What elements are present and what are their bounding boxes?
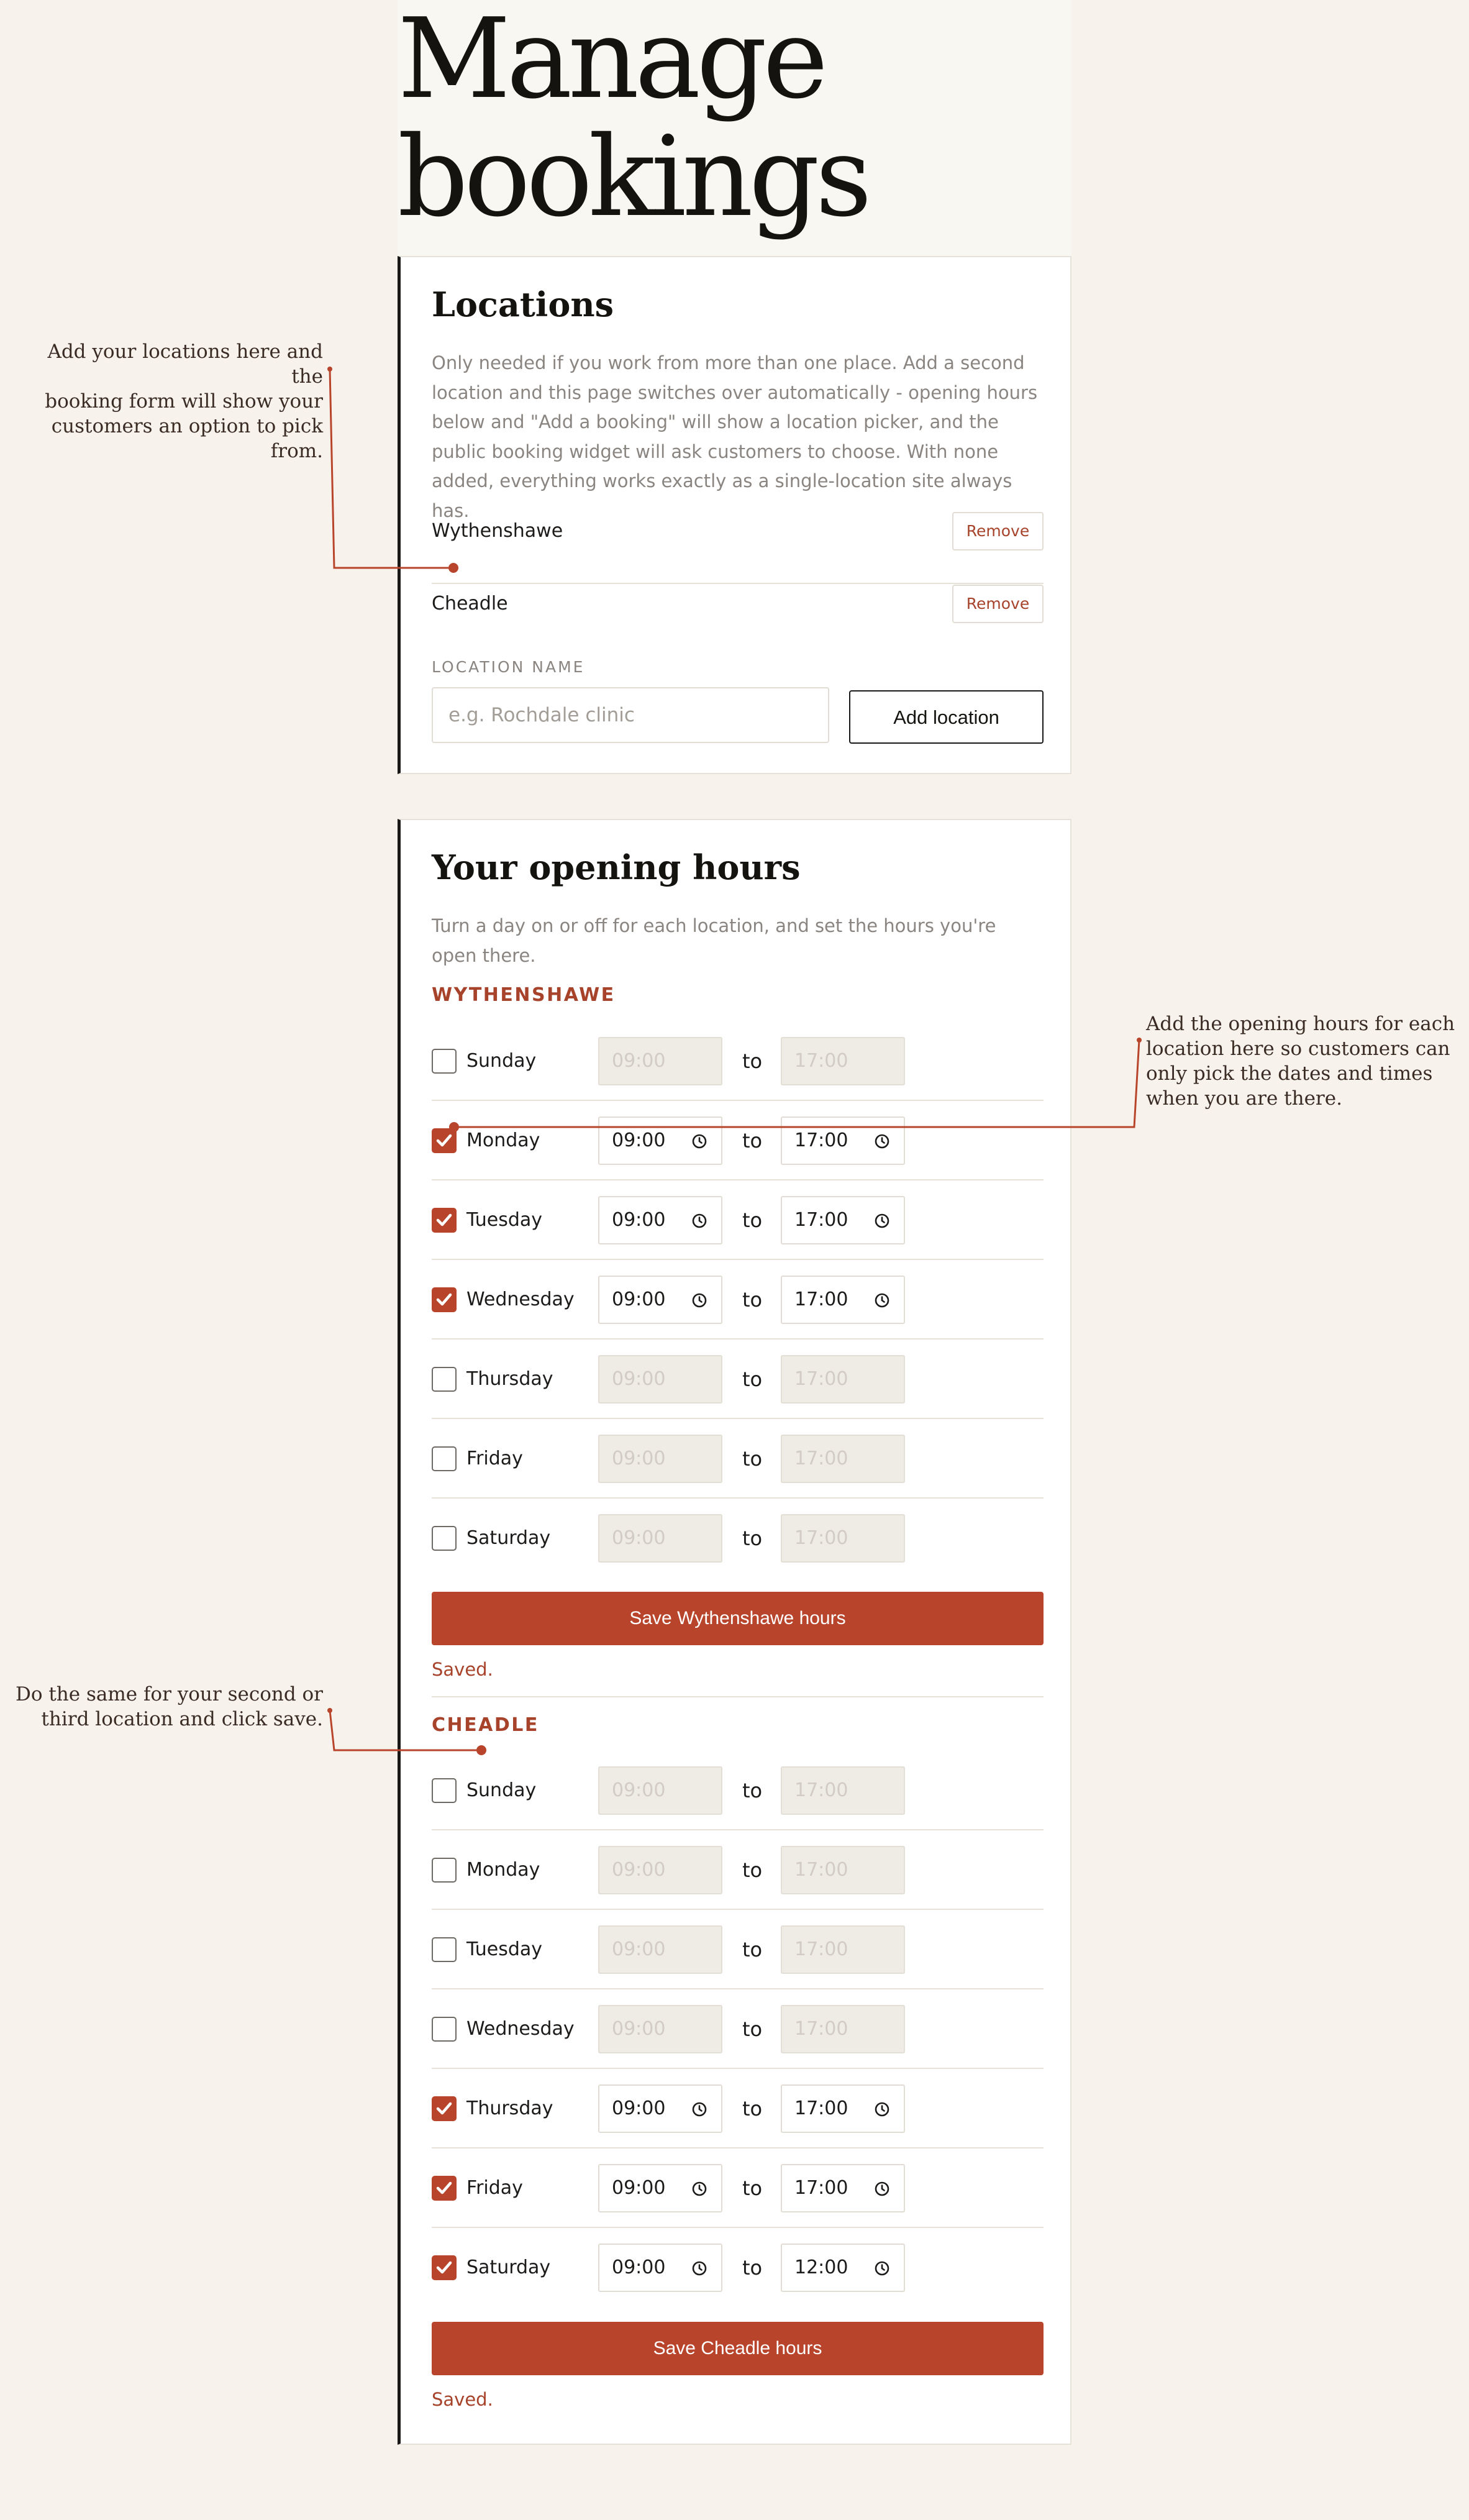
day-label: Thursday — [466, 2098, 553, 2119]
day-toggle-checkbox[interactable] — [432, 2176, 457, 2201]
hours-location-heading: CHEADLE — [432, 1714, 539, 1736]
day-label: Monday — [466, 1859, 540, 1881]
day-toggle-checkbox[interactable] — [432, 1049, 457, 1074]
day-toggle-checkbox[interactable] — [432, 1287, 457, 1312]
saved-status: Saved. — [432, 1659, 493, 1680]
leader-dot — [327, 1708, 332, 1713]
time-value: 17:00 — [794, 1368, 848, 1390]
locations-heading: Locations — [432, 285, 614, 324]
day-row-sunday — [432, 1751, 1044, 1830]
time-value: 09:00 — [612, 2098, 666, 2119]
location-name: Cheadle — [432, 593, 508, 614]
page-title — [398, 0, 1071, 241]
time-value: 09:00 — [612, 2177, 666, 2199]
day-toggle-checkbox[interactable] — [432, 1778, 457, 1803]
annotation-line: Add the opening hours for each — [1146, 1013, 1455, 1035]
day-toggle-checkbox[interactable] — [432, 1858, 457, 1883]
clock-icon — [691, 2181, 707, 2197]
clock-icon — [874, 1133, 890, 1149]
day-row-wednesday — [432, 1260, 1044, 1340]
annotation-line: location here so customers can — [1146, 1038, 1450, 1060]
day-row-tuesday — [432, 1180, 1044, 1260]
clock-icon — [691, 2101, 707, 2117]
annotation-second-location — [12, 1682, 323, 1732]
time-value: 09:00 — [612, 1289, 666, 1310]
time-value: 17:00 — [794, 1050, 848, 1072]
day-label: Tuesday — [466, 1209, 543, 1231]
to-label: to — [742, 2176, 763, 2200]
clock-icon — [874, 2260, 890, 2276]
locations-card — [398, 256, 1071, 774]
to-label: to — [742, 1447, 763, 1471]
time-value: 17:00 — [794, 1527, 848, 1549]
open-time-input[interactable] — [598, 2244, 722, 2292]
time-value: 17:00 — [794, 1209, 848, 1231]
day-toggle-checkbox[interactable] — [432, 1128, 457, 1153]
time-value: 17:00 — [794, 1130, 848, 1151]
time-value: 09:00 — [612, 2257, 666, 2278]
open-time-input — [598, 1355, 722, 1404]
day-label: Sunday — [466, 1050, 537, 1072]
day-label: Wednesday — [466, 1289, 575, 1310]
day-label: Sunday — [466, 1779, 537, 1801]
location-name: Wythenshawe — [432, 520, 563, 542]
clock-icon — [874, 2101, 890, 2117]
time-value: 09:00 — [612, 1448, 666, 1469]
annotation-line: Add your locations here and the — [47, 340, 323, 388]
day-label: Friday — [466, 1448, 523, 1469]
time-value: 17:00 — [794, 1859, 848, 1881]
close-time-input[interactable] — [781, 1276, 905, 1324]
time-value: 12:00 — [794, 2257, 848, 2278]
day-row-monday — [432, 1101, 1044, 1180]
clock-icon — [874, 1292, 890, 1308]
time-value: 17:00 — [794, 1938, 848, 1960]
day-toggle-checkbox[interactable] — [432, 1526, 457, 1551]
open-time-input[interactable] — [598, 1196, 722, 1244]
checkmark-icon — [435, 1290, 453, 1309]
day-label: Friday — [466, 2177, 523, 2199]
day-label: Saturday — [466, 1527, 551, 1549]
day-label: Wednesday — [466, 2018, 575, 2040]
checkmark-icon — [435, 2179, 453, 2198]
time-value: 17:00 — [794, 2098, 848, 2119]
annotation-locations — [12, 339, 323, 463]
opening-hours-heading: Your opening hours — [432, 847, 801, 887]
open-time-input[interactable] — [598, 2164, 722, 2212]
day-row-wednesday — [432, 1989, 1044, 2069]
close-time-input — [781, 1435, 905, 1483]
time-value: 17:00 — [794, 2177, 848, 2199]
save-hours-button[interactable]: Save Wythenshawe hours — [432, 1592, 1044, 1645]
annotation-line: booking form will show your — [45, 390, 323, 413]
location-row — [432, 585, 1044, 657]
remove-location-button[interactable]: Remove — [952, 585, 1044, 623]
time-value: 09:00 — [612, 1527, 666, 1549]
time-value: 09:00 — [612, 1368, 666, 1390]
day-toggle-checkbox[interactable] — [432, 2017, 457, 2042]
day-label: Thursday — [466, 1368, 553, 1390]
opening-hours-description: Turn a day on or off for each location, and set the hours you're open there. — [432, 915, 996, 966]
open-time-input[interactable] — [598, 1116, 722, 1165]
to-label: to — [742, 1858, 763, 1882]
day-label: Tuesday — [466, 1938, 543, 1960]
page-title-line: Manage — [398, 0, 824, 123]
open-time-input — [598, 1514, 722, 1563]
locations-description: Only needed if you work from more than one place. Add a second location and this page switches over automatically - opening hours below and "Add a booking" will show a location picker, and the public booking widget will ask customers to choose. With none added, everything works exactly as a single-location site always has. — [432, 352, 1038, 521]
open-time-input — [598, 1766, 722, 1815]
time-value: 09:00 — [612, 1130, 666, 1151]
day-toggle-checkbox[interactable] — [432, 2096, 457, 2121]
day-toggle-checkbox[interactable] — [432, 1208, 457, 1233]
clock-icon — [874, 1213, 890, 1229]
annotation-line: customers an option to pick from. — [51, 415, 323, 462]
close-time-input[interactable] — [781, 2084, 905, 2133]
leader-dot — [1137, 1038, 1142, 1043]
annotation-line: only pick the dates and times — [1146, 1062, 1433, 1085]
clock-icon — [691, 1133, 707, 1149]
close-time-input — [781, 1037, 905, 1085]
day-row-tuesday — [432, 1910, 1044, 1989]
day-label: Saturday — [466, 2257, 551, 2278]
remove-location-button[interactable]: Remove — [952, 512, 1044, 550]
close-time-input — [781, 1846, 905, 1894]
close-time-input[interactable] — [781, 1116, 905, 1165]
to-label: to — [742, 1367, 763, 1391]
to-label: to — [742, 1129, 763, 1153]
day-toggle-checkbox[interactable] — [432, 2255, 457, 2280]
close-time-input — [781, 2005, 905, 2053]
opening-hours-card — [398, 819, 1071, 2445]
location-name-label: LOCATION NAME — [432, 658, 585, 676]
open-time-input — [598, 1846, 722, 1894]
day-toggle-checkbox[interactable] — [432, 1367, 457, 1392]
day-toggle-checkbox[interactable] — [432, 1937, 457, 1962]
day-row-thursday — [432, 2069, 1044, 2148]
group-divider — [432, 1696, 1044, 1697]
day-label: Monday — [466, 1130, 540, 1151]
clock-icon — [691, 1292, 707, 1308]
location-row — [432, 512, 1044, 584]
time-value: 09:00 — [612, 1209, 666, 1231]
annotation-line: third location and click save. — [41, 1708, 323, 1730]
open-time-input — [598, 1925, 722, 1974]
to-label: to — [742, 2017, 763, 2041]
open-time-input[interactable] — [598, 2084, 722, 2133]
day-toggle-checkbox[interactable] — [432, 1446, 457, 1471]
time-value: 17:00 — [794, 2018, 848, 2040]
to-label: to — [742, 1779, 763, 1802]
day-row-saturday — [432, 1499, 1044, 1578]
close-time-input — [781, 1355, 905, 1404]
to-label: to — [742, 1938, 763, 1961]
checkmark-icon — [435, 1131, 453, 1150]
to-label: to — [742, 1049, 763, 1073]
save-hours-button[interactable]: Save Cheadle hours — [432, 2322, 1044, 2375]
time-value: 17:00 — [794, 1289, 848, 1310]
saved-status: Saved. — [432, 2389, 493, 2410]
time-value: 09:00 — [612, 1050, 666, 1072]
close-time-input — [781, 1925, 905, 1974]
time-value: 09:00 — [612, 1938, 666, 1960]
day-row-friday — [432, 1419, 1044, 1499]
close-time-input[interactable] — [781, 2244, 905, 2292]
day-row-monday — [432, 1830, 1044, 1910]
open-time-input — [598, 1435, 722, 1483]
checkmark-icon — [435, 1211, 453, 1230]
leader-dot — [327, 367, 332, 372]
day-row-sunday — [432, 1021, 1044, 1101]
location-name-input[interactable] — [432, 687, 829, 743]
close-time-input[interactable] — [781, 1196, 905, 1244]
clock-icon — [874, 2181, 890, 2197]
day-row-saturday — [432, 2228, 1044, 2308]
clock-icon — [691, 2260, 707, 2276]
page-title-line: bookings — [398, 112, 868, 241]
time-value: 09:00 — [612, 1859, 666, 1881]
time-value: 17:00 — [794, 1779, 848, 1801]
annotation-line: when you are there. — [1146, 1087, 1342, 1110]
to-label: to — [742, 2097, 763, 2121]
to-label: to — [742, 1527, 763, 1550]
close-time-input — [781, 1514, 905, 1563]
close-time-input[interactable] — [781, 2164, 905, 2212]
open-time-input — [598, 1037, 722, 1085]
to-label: to — [742, 1208, 763, 1232]
annotation-hours — [1146, 1011, 1457, 1111]
time-value: 17:00 — [794, 1448, 848, 1469]
to-label: to — [742, 1288, 763, 1312]
time-value: 09:00 — [612, 2018, 666, 2040]
add-location-button[interactable]: Add location — [849, 690, 1044, 744]
open-time-input — [598, 2005, 722, 2053]
day-row-friday — [432, 2148, 1044, 2228]
annotation-line: Do the same for your second or — [15, 1683, 323, 1705]
hours-location-heading: WYTHENSHAWE — [432, 984, 616, 1006]
checkmark-icon — [435, 2258, 453, 2277]
day-row-thursday — [432, 1340, 1044, 1419]
open-time-input[interactable] — [598, 1276, 722, 1324]
checkmark-icon — [435, 2099, 453, 2118]
to-label: to — [742, 2256, 763, 2280]
time-value: 09:00 — [612, 1779, 666, 1801]
close-time-input — [781, 1766, 905, 1815]
clock-icon — [691, 1213, 707, 1229]
